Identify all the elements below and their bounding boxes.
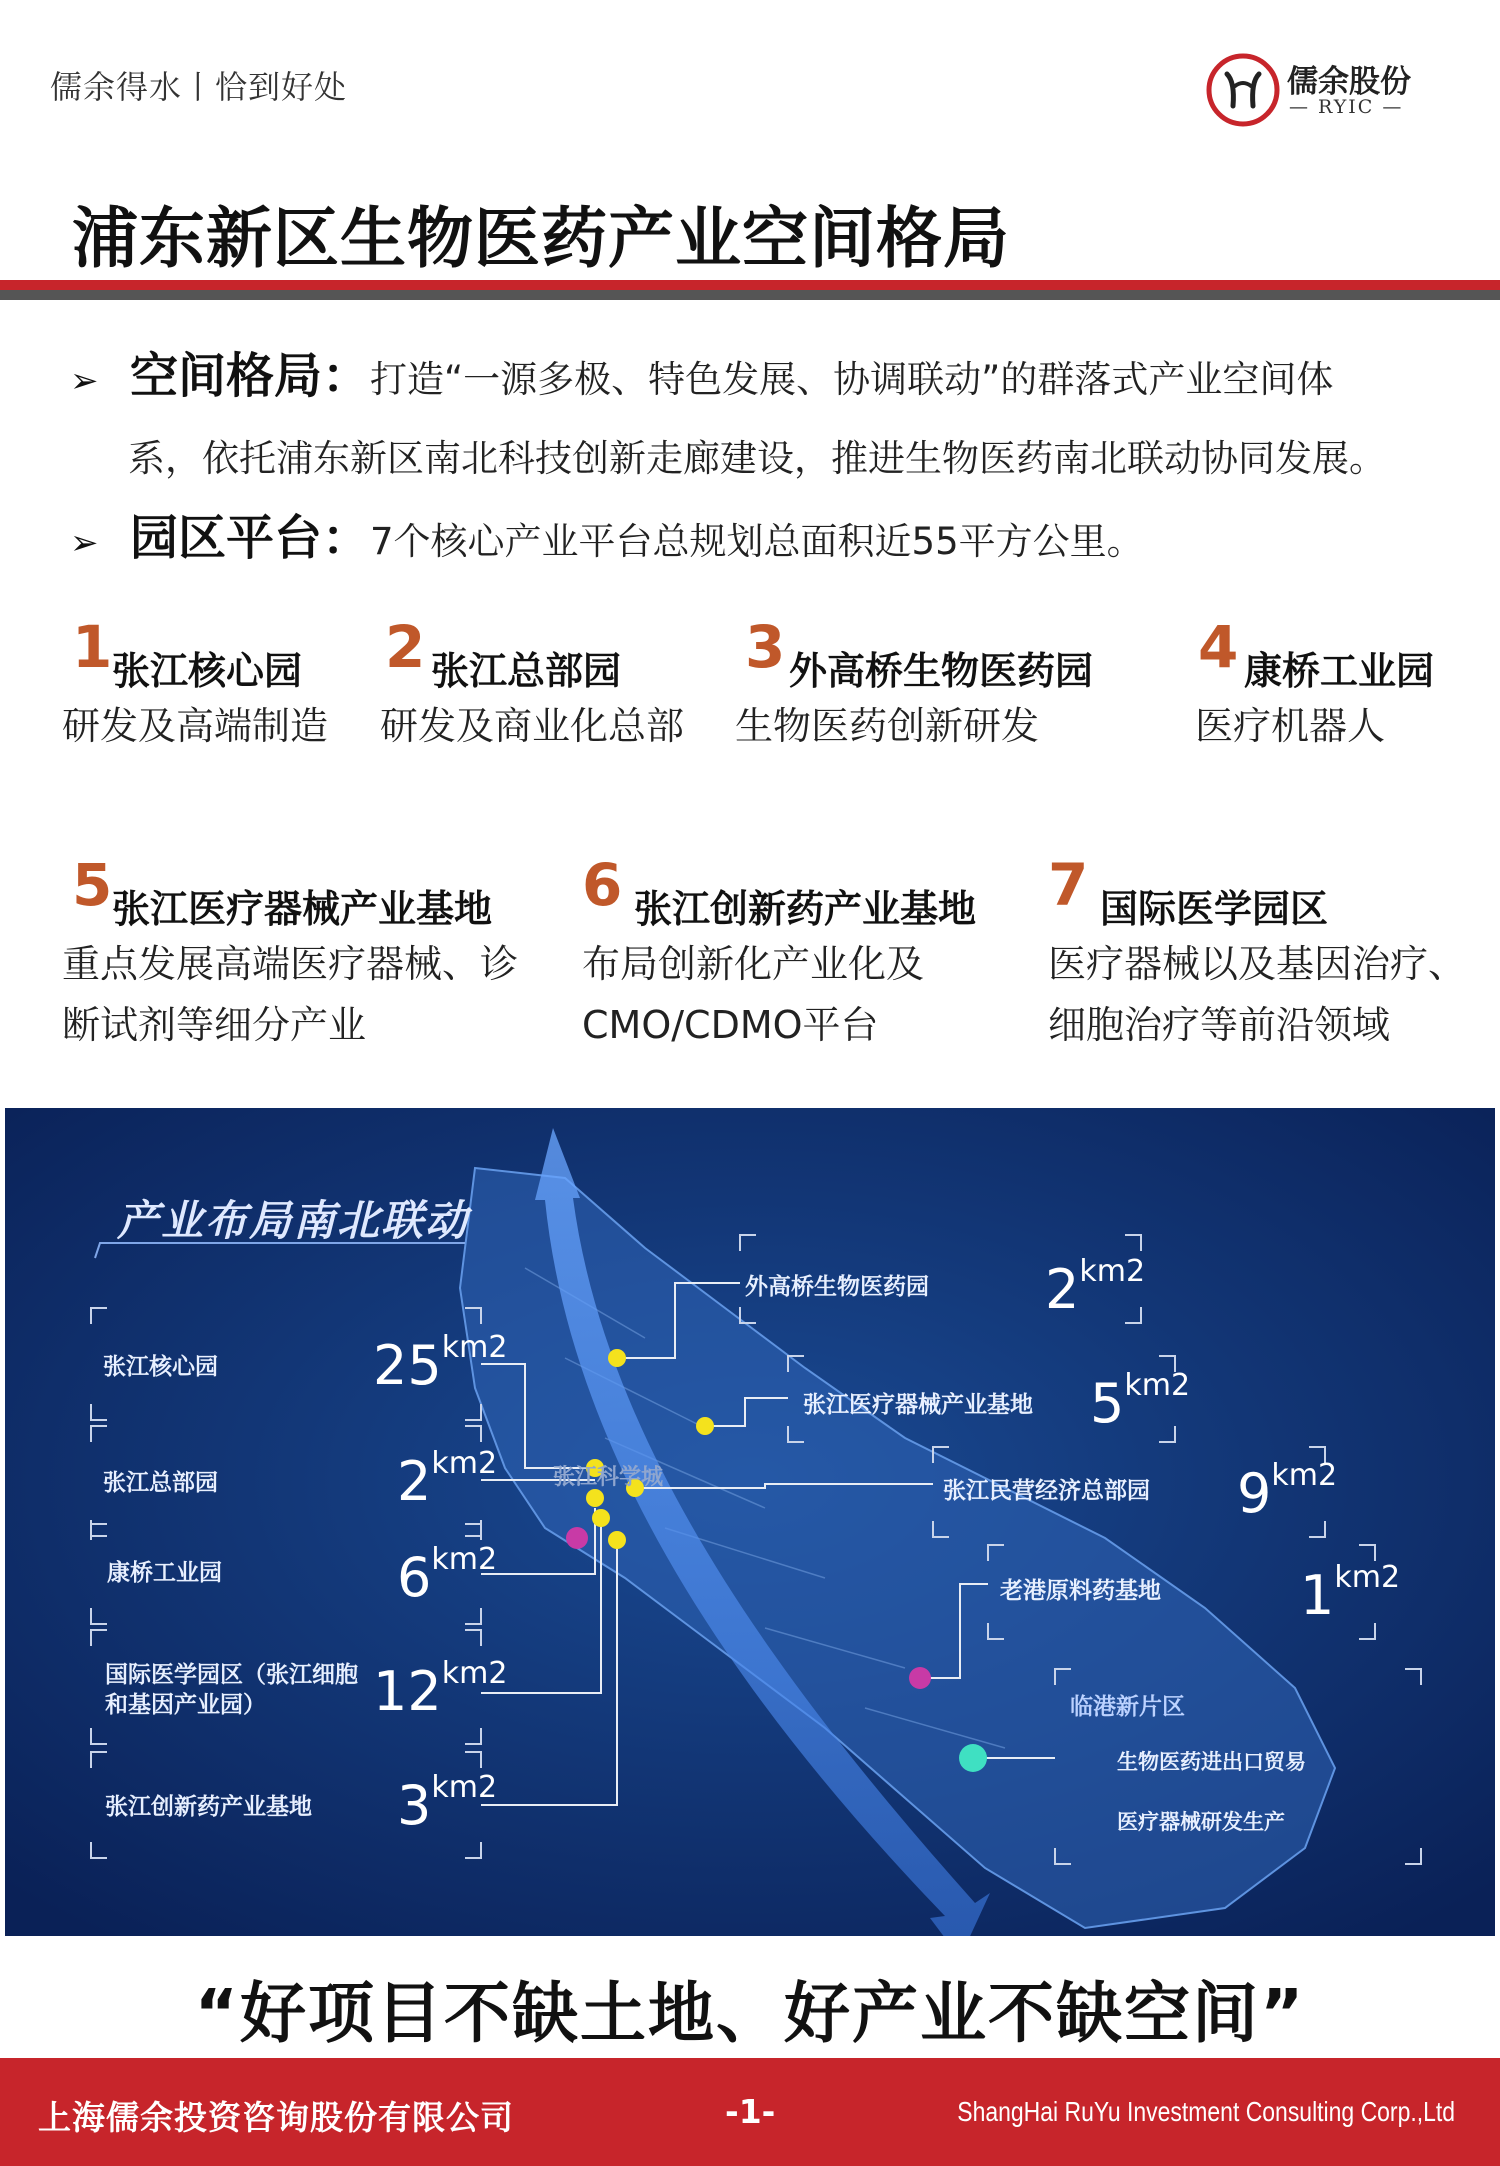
map-area-kangqiao: $6^{km2}$ (397, 1542, 498, 1609)
park-number: 4 (1198, 613, 1239, 681)
park-name: 康桥工业园 (1244, 649, 1435, 693)
park-desc: CMO/CDMO平台 (582, 1003, 879, 1047)
map-area-zhangjiang-hq: $2^{km2}$ (397, 1446, 498, 1513)
closing-quote: “好项目不缺土地、好产业不缺空间” (194, 1975, 1306, 2052)
park-name: 张江医疗器械产业基地 (112, 887, 493, 931)
park-desc: 布局创新化产业化及 (582, 942, 925, 986)
park-number: 7 (1048, 851, 1089, 919)
arrow-bullet-icon: ➢ (70, 361, 99, 401)
header-tagline: 儒余得水丨恰到好处 (50, 68, 348, 106)
map-label-innovative-drug: 张江创新药产业基地 (105, 1794, 312, 1820)
dot-medical-park (566, 1527, 588, 1549)
footer-company-cn: 上海儒余投资咨询股份有限公司 (38, 2098, 514, 2137)
map-area-zhangjiang-core: $25^{km2}$ (373, 1330, 508, 1397)
park-name: 外高桥生物医药园 (789, 649, 1094, 693)
bullet-text: 7个核心产业平台总规划总面积近55平方公里。 (370, 520, 1144, 563)
map-area-private-economy: $9^{km2}$ (1237, 1458, 1338, 1525)
park-number: 5 (72, 851, 113, 919)
map-label-medical-park-line2: 和基因产业园） (105, 1692, 266, 1718)
ryic-emblem-icon (1205, 52, 1281, 128)
dot-waigaoqiao (608, 1349, 626, 1367)
map-area-innovative-drug: $3^{km2}$ (397, 1770, 498, 1837)
map-label-lingang: 临港新片区 (1070, 1694, 1185, 1720)
arrow-bullet-icon: ➢ (70, 523, 99, 563)
map-label-zhangjiang-core: 张江核心园 (103, 1354, 218, 1380)
industry-layout-map (5, 1108, 1495, 1936)
title-divider-gray (0, 290, 1500, 300)
map-label-medical-park: 国际医学园区（张江细胞 (105, 1662, 358, 1688)
bullet-park-platform (70, 502, 1144, 579)
park-desc: 研发及商业化总部 (380, 704, 685, 748)
map-area-medical-device-base: $5^{km2}$ (1090, 1368, 1191, 1435)
logo-name-cn: 儒余股份 (1287, 64, 1411, 100)
map-center-label: 张江科学城 (553, 1465, 664, 1490)
park-name: 张江总部园 (431, 649, 622, 693)
dot-kangqiao (592, 1509, 610, 1527)
park-desc: 细胞治疗等前沿领域 (1048, 1003, 1391, 1047)
map-label-laogang: 老港原料药基地 (1000, 1578, 1161, 1604)
map-area-waigaoqiao: $2^{km2}$ (1045, 1254, 1146, 1321)
park-desc: 重点发展高端医疗器械、诊 (62, 942, 519, 986)
map-label-kangqiao: 康桥工业园 (107, 1560, 222, 1586)
map-label-zhangjiang-hq: 张江总部园 (103, 1470, 218, 1496)
dot-lingang (959, 1744, 987, 1772)
page-footer (0, 2058, 1500, 2166)
map-label-lingang-item: 生物医药进出口贸易 (1117, 1750, 1306, 1774)
map-title: 产业布局南北联动 (117, 1196, 470, 1245)
park-desc: 断试剂等细分产业 (62, 1003, 367, 1047)
map-label-waigaoqiao: 外高桥生物医药园 (745, 1274, 929, 1300)
park-number: 2 (385, 613, 426, 681)
bullet-label: 园区平台： (130, 510, 371, 566)
park-desc: 生物医药创新研发 (735, 704, 1040, 748)
park-name: 张江核心园 (112, 649, 303, 693)
dot-innovative-drug (608, 1531, 626, 1549)
map-label-private-economy: 张江民营经济总部园 (943, 1478, 1150, 1504)
footer-company-en: ShangHai RuYu Investment Consulting Corp.,Ltd (957, 2096, 1455, 2127)
park-desc: 医疗器械以及基因治疗、 (1048, 942, 1467, 986)
dot-laogang (909, 1667, 931, 1689)
map-label-lingang-item: 医疗器械研发生产 (1117, 1810, 1285, 1834)
logo-name-en: — RYIC — (1289, 96, 1404, 118)
bullet-label: 空间格局： (130, 348, 371, 404)
bullet-text: 打造“一源多极、特色发展、协调联动”的群落式产业空间体 (370, 358, 1334, 401)
bullet-spatial-layout (70, 340, 1333, 417)
park-name: 国际医学园区 (1100, 887, 1329, 931)
park-name: 张江创新药产业基地 (634, 887, 977, 931)
bullet-continuation: 系，依托浦东新区南北科技创新走廊建设，推进生物医药南北联动协同发展。 (128, 437, 1386, 480)
map-area-laogang: $1^{km2}$ (1300, 1560, 1401, 1627)
company-logo (1205, 50, 1435, 130)
dot-medical-device-base (696, 1417, 714, 1435)
park-number: 6 (582, 851, 623, 919)
map-area-medical-park: $12^{km2}$ (373, 1656, 508, 1723)
map-label-medical-device-base: 张江医疗器械产业基地 (803, 1392, 1033, 1418)
park-desc: 医疗机器人 (1195, 704, 1386, 748)
title-divider-red (0, 280, 1500, 290)
park-desc: 研发及高端制造 (62, 704, 329, 748)
footer-page-number: -1- (725, 2092, 776, 2131)
park-number: 1 (72, 613, 113, 681)
dot-zhangjiang-hq (586, 1489, 604, 1507)
page-title: 浦东新区生物医药产业空间格局 (72, 200, 1010, 277)
park-number: 3 (745, 613, 786, 681)
